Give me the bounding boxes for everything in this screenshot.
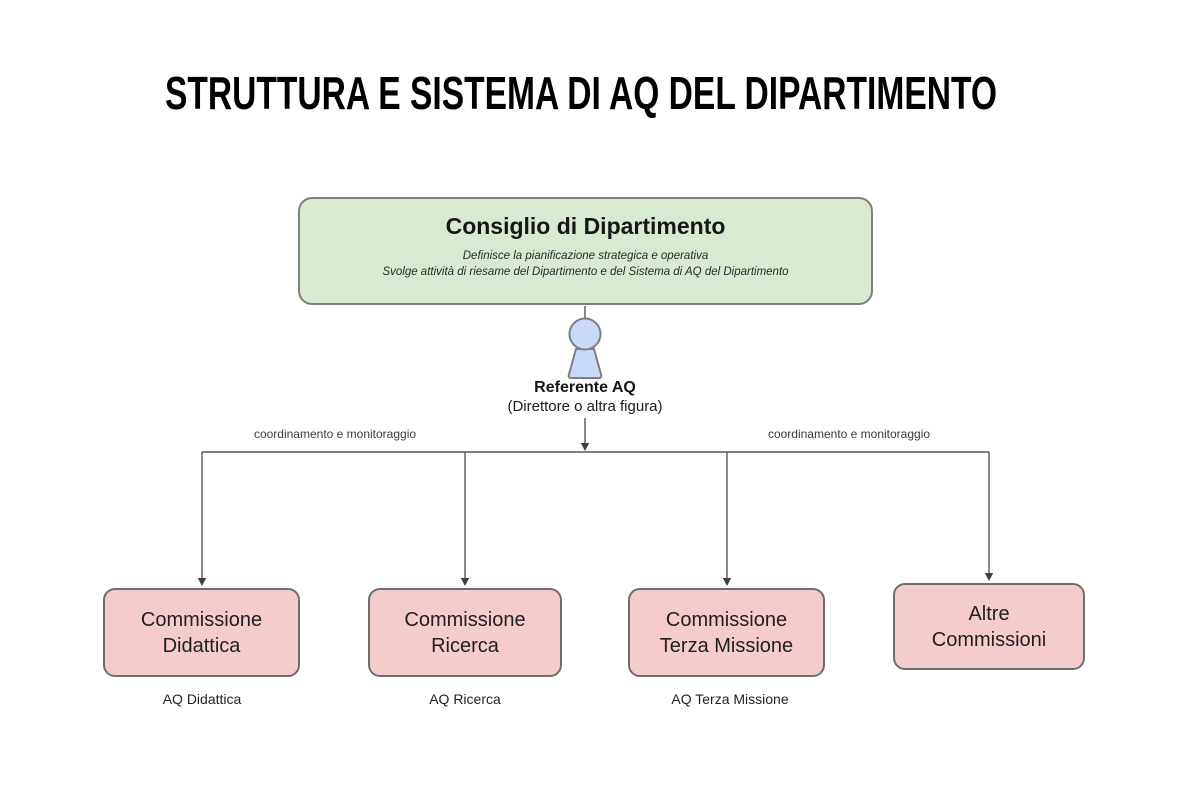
council-title: Consiglio di Dipartimento: [445, 213, 726, 239]
commission-box-terza-missione: [628, 588, 825, 677]
diagram-title: STRUTTURA E SISTEMA DI AQ DEL DIPARTIMENTO: [164, 67, 998, 119]
commission-label-line2: Didattica: [162, 634, 241, 657]
commission-sublabel-aq-ricerca: AQ Ricerca: [429, 691, 501, 707]
arrowhead-didattica: [198, 578, 206, 586]
council-description-line2: Svolge attività di riesame del Dipartimento e del Sistema di AQ del Dipartimento: [382, 266, 789, 278]
council-box: [298, 197, 873, 305]
commission-label-line1: Commissione: [665, 608, 788, 631]
commission-box-altre: [893, 583, 1085, 670]
person-icon: [562, 312, 608, 382]
arrowhead-terza-missione: [723, 578, 731, 586]
commission-sublabel-aq-didattica: AQ Didattica: [162, 691, 242, 707]
commission-sublabel-aq-terza-missione: AQ Terza Missione: [671, 691, 789, 707]
edge-label-left: coordinamento e monitoraggio: [253, 427, 417, 441]
commission-label-line2: Terza Missione: [659, 634, 794, 657]
person-icon-body: [569, 349, 602, 378]
commission-label-line1: Altre: [968, 602, 1010, 625]
arrowhead-ricerca: [461, 578, 469, 586]
council-description-line1: Definisce la pianificazione strategica e operativa: [462, 250, 709, 262]
referente-subtitle: (Direttore o altra figura): [507, 398, 663, 415]
referente-name: Referente AQ: [534, 379, 636, 396]
person-icon-head: [570, 319, 601, 350]
commission-label-line1: Commissione: [140, 608, 263, 631]
referente-block: [485, 378, 685, 416]
arrowhead-center: [581, 443, 589, 451]
commission-box-ricerca: [368, 588, 562, 677]
edge-label-right: coordinamento e monitoraggio: [767, 427, 931, 441]
arrowhead-altre: [985, 573, 993, 581]
commission-label-line2: Ricerca: [431, 634, 499, 657]
commission-box-didattica: [103, 588, 300, 677]
commission-label-line1: Commissione: [404, 608, 526, 631]
commission-label-line2: Commissioni: [931, 628, 1047, 651]
